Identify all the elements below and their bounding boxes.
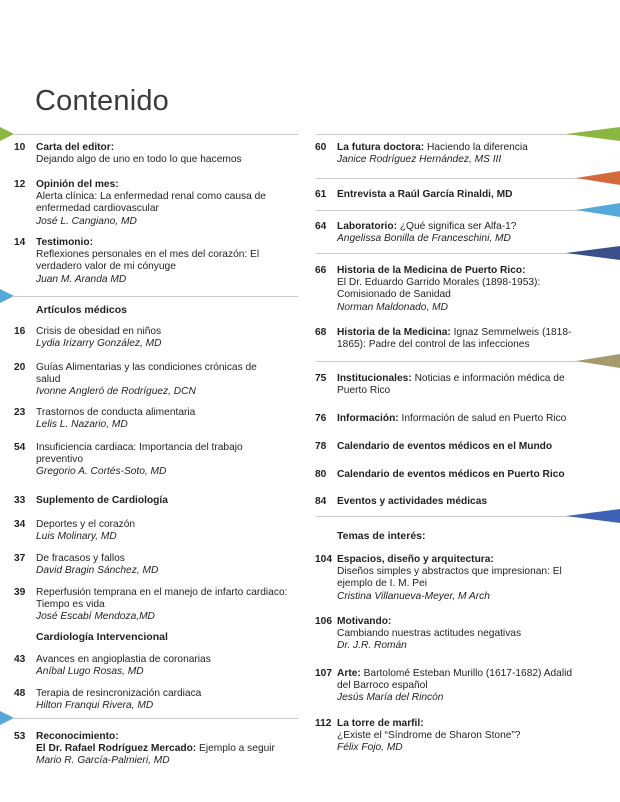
entry-description: El Dr. Eduardo Garrido Morales (1898-1953): Comisionado de Sanidad bbox=[337, 277, 541, 301]
page-number: 53 bbox=[14, 731, 26, 742]
decorative-triangle-blue bbox=[0, 711, 14, 725]
entry-author: Ivonne Angleró de Rodríguez, DCN bbox=[36, 386, 196, 398]
entry-description: Diseños simples y abstractos que impresionan: El ejemplo de I. M. Pei bbox=[337, 566, 562, 590]
entry-title: Trastornos de conducta alimentaria bbox=[36, 407, 196, 418]
entry-description: Alerta clínica: La enfermedad renal como causa de enfermedad cardiovascular bbox=[36, 191, 266, 215]
page-number: 64 bbox=[315, 221, 327, 232]
entry-author: Lydia Irizarry González, MD bbox=[36, 338, 162, 350]
entry-description: Noticias e información médica de Puerto Rico bbox=[337, 373, 565, 397]
decorative-triangle-green bbox=[566, 127, 620, 141]
entry-title: Insuficiencia cardiaca: bbox=[36, 442, 137, 453]
page-number: 104 bbox=[315, 554, 332, 565]
page-number: 60 bbox=[315, 142, 327, 153]
entry-title: Eventos y actividades médicas bbox=[337, 496, 488, 507]
entry-title: De fracasos y fallos bbox=[36, 553, 125, 564]
entry-description: ¿Qué significa ser Alfa-1? bbox=[397, 221, 517, 232]
entry-title: Opinión del mes: bbox=[36, 179, 119, 190]
entry-title: Laboratorio: bbox=[337, 221, 397, 232]
entry-title: Institucionales: bbox=[337, 373, 412, 384]
page-number: 16 bbox=[14, 326, 26, 337]
page-number: 12 bbox=[14, 179, 26, 190]
entry-title: Guías Alimentarias y las condiciones crónicas de salud bbox=[36, 362, 257, 386]
page-number: 106 bbox=[315, 616, 332, 627]
decorative-triangle-green bbox=[0, 127, 14, 141]
entry-title: Suplemento de Cardiología bbox=[36, 495, 168, 506]
divider bbox=[316, 361, 606, 362]
divider bbox=[14, 296, 298, 297]
entry-author: Norman Maldonado, MD bbox=[337, 301, 448, 313]
entry-title: Testimonio: bbox=[36, 237, 93, 248]
page-number: 23 bbox=[14, 407, 26, 418]
entry-author: Hilton Franqui Rivera, MD bbox=[36, 700, 154, 712]
page-number: 112 bbox=[315, 718, 332, 729]
entry-description: Cambiando nuestras actitudes negativas bbox=[337, 628, 522, 640]
entry-author: Angelissa Bonilla de Franceschini, MD bbox=[337, 233, 511, 245]
page-number: 34 bbox=[14, 519, 26, 530]
entry-author: Juan M. Aranda MD bbox=[36, 273, 127, 285]
entry-title: Reconocimiento: bbox=[36, 731, 119, 742]
entry-title: Arte: bbox=[337, 668, 361, 679]
entry-author: Jesús María del Rincón bbox=[337, 692, 444, 704]
page-number: 107 bbox=[315, 668, 332, 679]
entry-title: Calendario de eventos médicos en el Mundo bbox=[337, 441, 553, 452]
entry-author: Félix Fojo, MD bbox=[337, 742, 403, 754]
page-number: 37 bbox=[14, 553, 26, 564]
entry-author: José Escabí Mendoza,MD bbox=[36, 611, 155, 623]
entry-title: Historia de la Medicina de Puerto Rico: bbox=[337, 265, 526, 276]
entry-title: Entrevista a Raúl García Rinaldi, MD bbox=[337, 189, 513, 200]
entry-description: Información de salud en Puerto Rico bbox=[398, 413, 567, 424]
entry-author: Cristina Villanueva-Meyer, M Arch bbox=[337, 590, 490, 602]
entry-author: Lelis L. Nazario, MD bbox=[36, 419, 128, 431]
divider bbox=[14, 718, 298, 719]
entry-description: Ignaz Semmelweis (1818-1865): Padre del control de las infecciones bbox=[337, 327, 572, 351]
divider bbox=[316, 253, 606, 254]
entry-title: Avances en angioplastia de coronarias bbox=[36, 654, 211, 665]
entry-author: Janice Rodríguez Hernández, MS III bbox=[337, 154, 502, 166]
entry-title: Terapia de resincronización cardiaca bbox=[36, 688, 202, 699]
decorative-triangle-olive bbox=[576, 354, 620, 368]
entry-title: Deportes y el corazón bbox=[36, 519, 136, 530]
entry-title: Crisis de obesidad en niños bbox=[36, 326, 162, 337]
entry-author: David Bragin Sánchez, MD bbox=[36, 565, 159, 577]
divider bbox=[14, 134, 298, 135]
page-number: 84 bbox=[315, 496, 327, 507]
entry-description: Importancia del trabajo preventivo bbox=[36, 442, 243, 466]
decorative-triangle-navy bbox=[566, 246, 620, 260]
decorative-triangle-blue bbox=[576, 203, 620, 217]
section-heading-articulos: Artículos médicos bbox=[36, 304, 128, 316]
entry-subtitle: El Dr. Rafael Rodríguez Mercado: bbox=[36, 743, 197, 755]
decorative-triangle-royal bbox=[566, 509, 620, 523]
page-number: 43 bbox=[14, 654, 26, 665]
entry-title: Información: bbox=[337, 413, 399, 424]
entry-title: Espacios, diseño y arquitectura: bbox=[337, 554, 494, 565]
entry-description: Ejemplo a seguir bbox=[196, 743, 275, 755]
entry-description: Dejando algo de uno en todo lo que hacemos bbox=[36, 154, 242, 166]
entry-author: Dr. J.R. Román bbox=[337, 640, 407, 652]
entry-title: Motivando: bbox=[337, 616, 392, 627]
entry-author: Gregorio A. Cortés-Soto, MD bbox=[36, 466, 167, 478]
page-number: 75 bbox=[315, 373, 327, 384]
entry-description: Reflexiones personales en el mes del corazón: El verdadero valor de mi cónyuge bbox=[36, 249, 260, 273]
entry-title: Calendario de eventos médicos en Puerto Rico bbox=[337, 469, 565, 480]
page-number: 78 bbox=[315, 441, 327, 452]
entry-description: Bartolomé Esteban Murillo (1617-1682) Adalid del Barroco español bbox=[337, 668, 573, 692]
entry-title: La futura doctora: bbox=[337, 142, 425, 153]
page-number: 66 bbox=[315, 265, 327, 276]
page-number: 14 bbox=[14, 237, 26, 248]
entry-author: José L. Cangiano, MD bbox=[36, 215, 137, 227]
decorative-triangle-blue bbox=[0, 289, 14, 303]
divider bbox=[316, 516, 606, 517]
decorative-triangle-orange bbox=[576, 171, 620, 185]
entry-description: Haciendo la diferencia bbox=[424, 142, 528, 153]
entry-author: Luis Molinary, MD bbox=[36, 531, 117, 543]
section-heading-cardiologia: Cardiología Intervencional bbox=[36, 631, 168, 643]
entry-author: Mario R. García-Palmieri, MD bbox=[36, 755, 170, 767]
page-number: 68 bbox=[315, 327, 327, 338]
entry-title: Reperfusión temprana en el manejo de infarto cardiaco: bbox=[36, 587, 288, 598]
section-heading-temas: Temas de interés: bbox=[337, 530, 426, 542]
entry-title: La torre de marfil: bbox=[337, 718, 424, 729]
page-title: Contenido bbox=[35, 85, 170, 117]
divider bbox=[316, 134, 606, 135]
entry-description: Tiempo es vida bbox=[36, 599, 105, 611]
entry-author: Aníbal Lugo Rosas, MD bbox=[36, 666, 144, 678]
page-number: 48 bbox=[14, 688, 26, 699]
page-number: 54 bbox=[14, 442, 26, 453]
entry-title: Carta del editor: bbox=[36, 142, 115, 153]
page-number: 76 bbox=[315, 413, 327, 424]
page-number: 61 bbox=[315, 189, 327, 200]
page-number: 33 bbox=[14, 495, 26, 506]
page-number: 10 bbox=[14, 142, 26, 153]
page-number: 39 bbox=[14, 587, 26, 598]
page-number: 20 bbox=[14, 362, 26, 373]
entry-title: Historia de la Medicina: bbox=[337, 327, 451, 338]
divider bbox=[316, 178, 606, 179]
divider bbox=[316, 210, 606, 211]
entry-description: ¿Existe el “Síndrome de Sharon Stone”? bbox=[337, 730, 521, 742]
page-number: 80 bbox=[315, 469, 327, 480]
